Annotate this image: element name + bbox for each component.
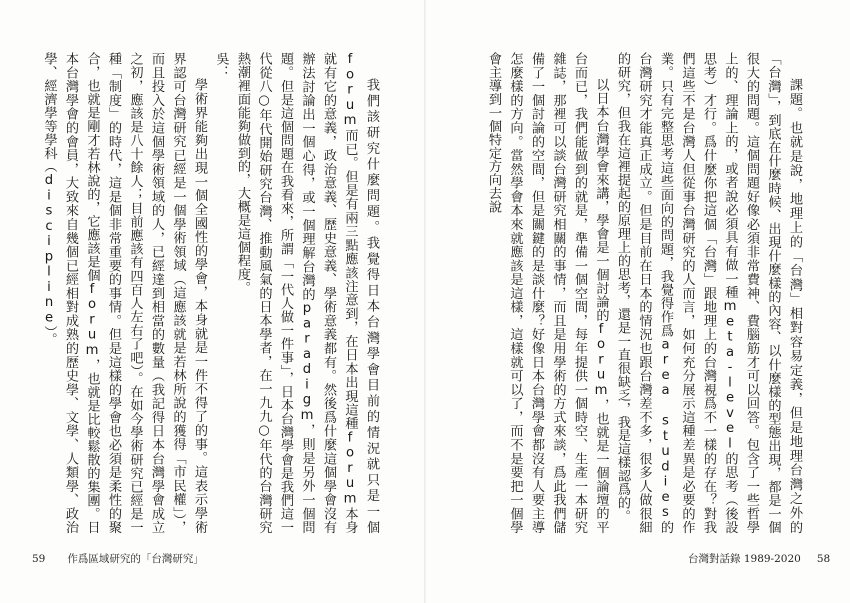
left-paragraph-2: 學術界能夠出現一個全國性的學會，本身就是一件不得了的事。這表示學術界認可台灣研究已經是一個學術領域（這應該就是若林所說的獲得「市民權」），而且投入於這個學術領域的人，已經達到相當的數量（我記得日本台灣學會成立之初，應該是八十餘人；目前應該有四百人左右了吧）。在如今學術研究已經是一種「制度」的時代，這是個非常重要的事情。但是這樣的學會也必須是柔性的聚合，也就是剛才若林說的，它應該是個forum，也就是比較鬆散的集團。日本台灣學會的會員，大致來自幾個已經相對成熟的歷史學、文學、人類學、政治學、經濟學等學科（discipline）。 xyxy=(41,52,207,534)
speaker-label: 吳： xyxy=(213,52,229,79)
page-number-right: 58 xyxy=(816,553,831,565)
book-gutter xyxy=(424,0,426,603)
left-footer xyxy=(32,551,204,566)
right-page-body xyxy=(475,52,805,534)
right-paragraph-2: 以日本台灣學會來講，學會是一個討論的forum，也就是一個論壇的平台而已，我們能做到的就是，準備一個空間，每年提供一個時空、生產一本研究雜誌，那裡可以談台灣研究相關的事情，而且是用學術的方式來談，爲此我們儲備了一個討論的空間，但是關鍵的是談什麼？好像日本台灣學會都沒有人要主導怎麼樣的方向。當然學會本來就應該是這樣，這樣就可以了，而不是要把一個學會主導到一個特定方向去說 xyxy=(486,52,609,534)
left-page-body xyxy=(41,52,382,534)
right-paragraph-1: 課題。也就是說，地理上的「台灣」相對容易定義，但是地理台灣之外的「台灣」，到底在什麼時候、出現什麼樣的內容、以什麼樣的型態出現，都是一個很大的問題。這個問題好像必須非常費神、費腦筋才可以回答。包含了一些哲學上的、理論上的，或者說必須具有做一種meta-level的思考（後設思考）才行。爲什麼你把這個「台灣」跟地理上的台灣視爲不一樣的存在？對我們這些不是台灣人但從事台灣研究的人而言，如何充分展示這種差異是必要的作業。只有完整思考這些面向的問題，我覺得作爲area studies的台灣研究才能真正成立。但是目前在日本的情況也跟台灣差不多，很多人做很細的研究，但我在這裡提起的原理上的思考，還是一直很缺乏，我是這樣認爲的。 xyxy=(615,52,802,534)
page-number-left: 59 xyxy=(32,553,46,565)
right-footer xyxy=(688,551,830,566)
running-head-right: 台灣對話錄 1989-2020 xyxy=(688,553,801,565)
left-paragraph-1: 我們該研究什麼問題。我覺得日本台灣學會目前的情況就只是一個forum而已。但是有兩三點應該注意到，在日本出現這種forum本身就有它的意義，政治意義、歷史意義、學術意義都有。然後爲什麼這個學會沒有辦法討論出一個心得，或一個理解台灣的paradigm，則是另外一個問題。但是這個問題在我看來，所謂「一代人做一件事」，日本台灣學會是我們這一代從八○年代開始研究台灣、推動風氣的日本學者，在一九九○年代的台灣研究熱潮裡面能夠做到的，大概是這個程度。 xyxy=(235,52,379,534)
running-head-left: 作爲區域研究的「台灣研究」 xyxy=(67,553,204,565)
